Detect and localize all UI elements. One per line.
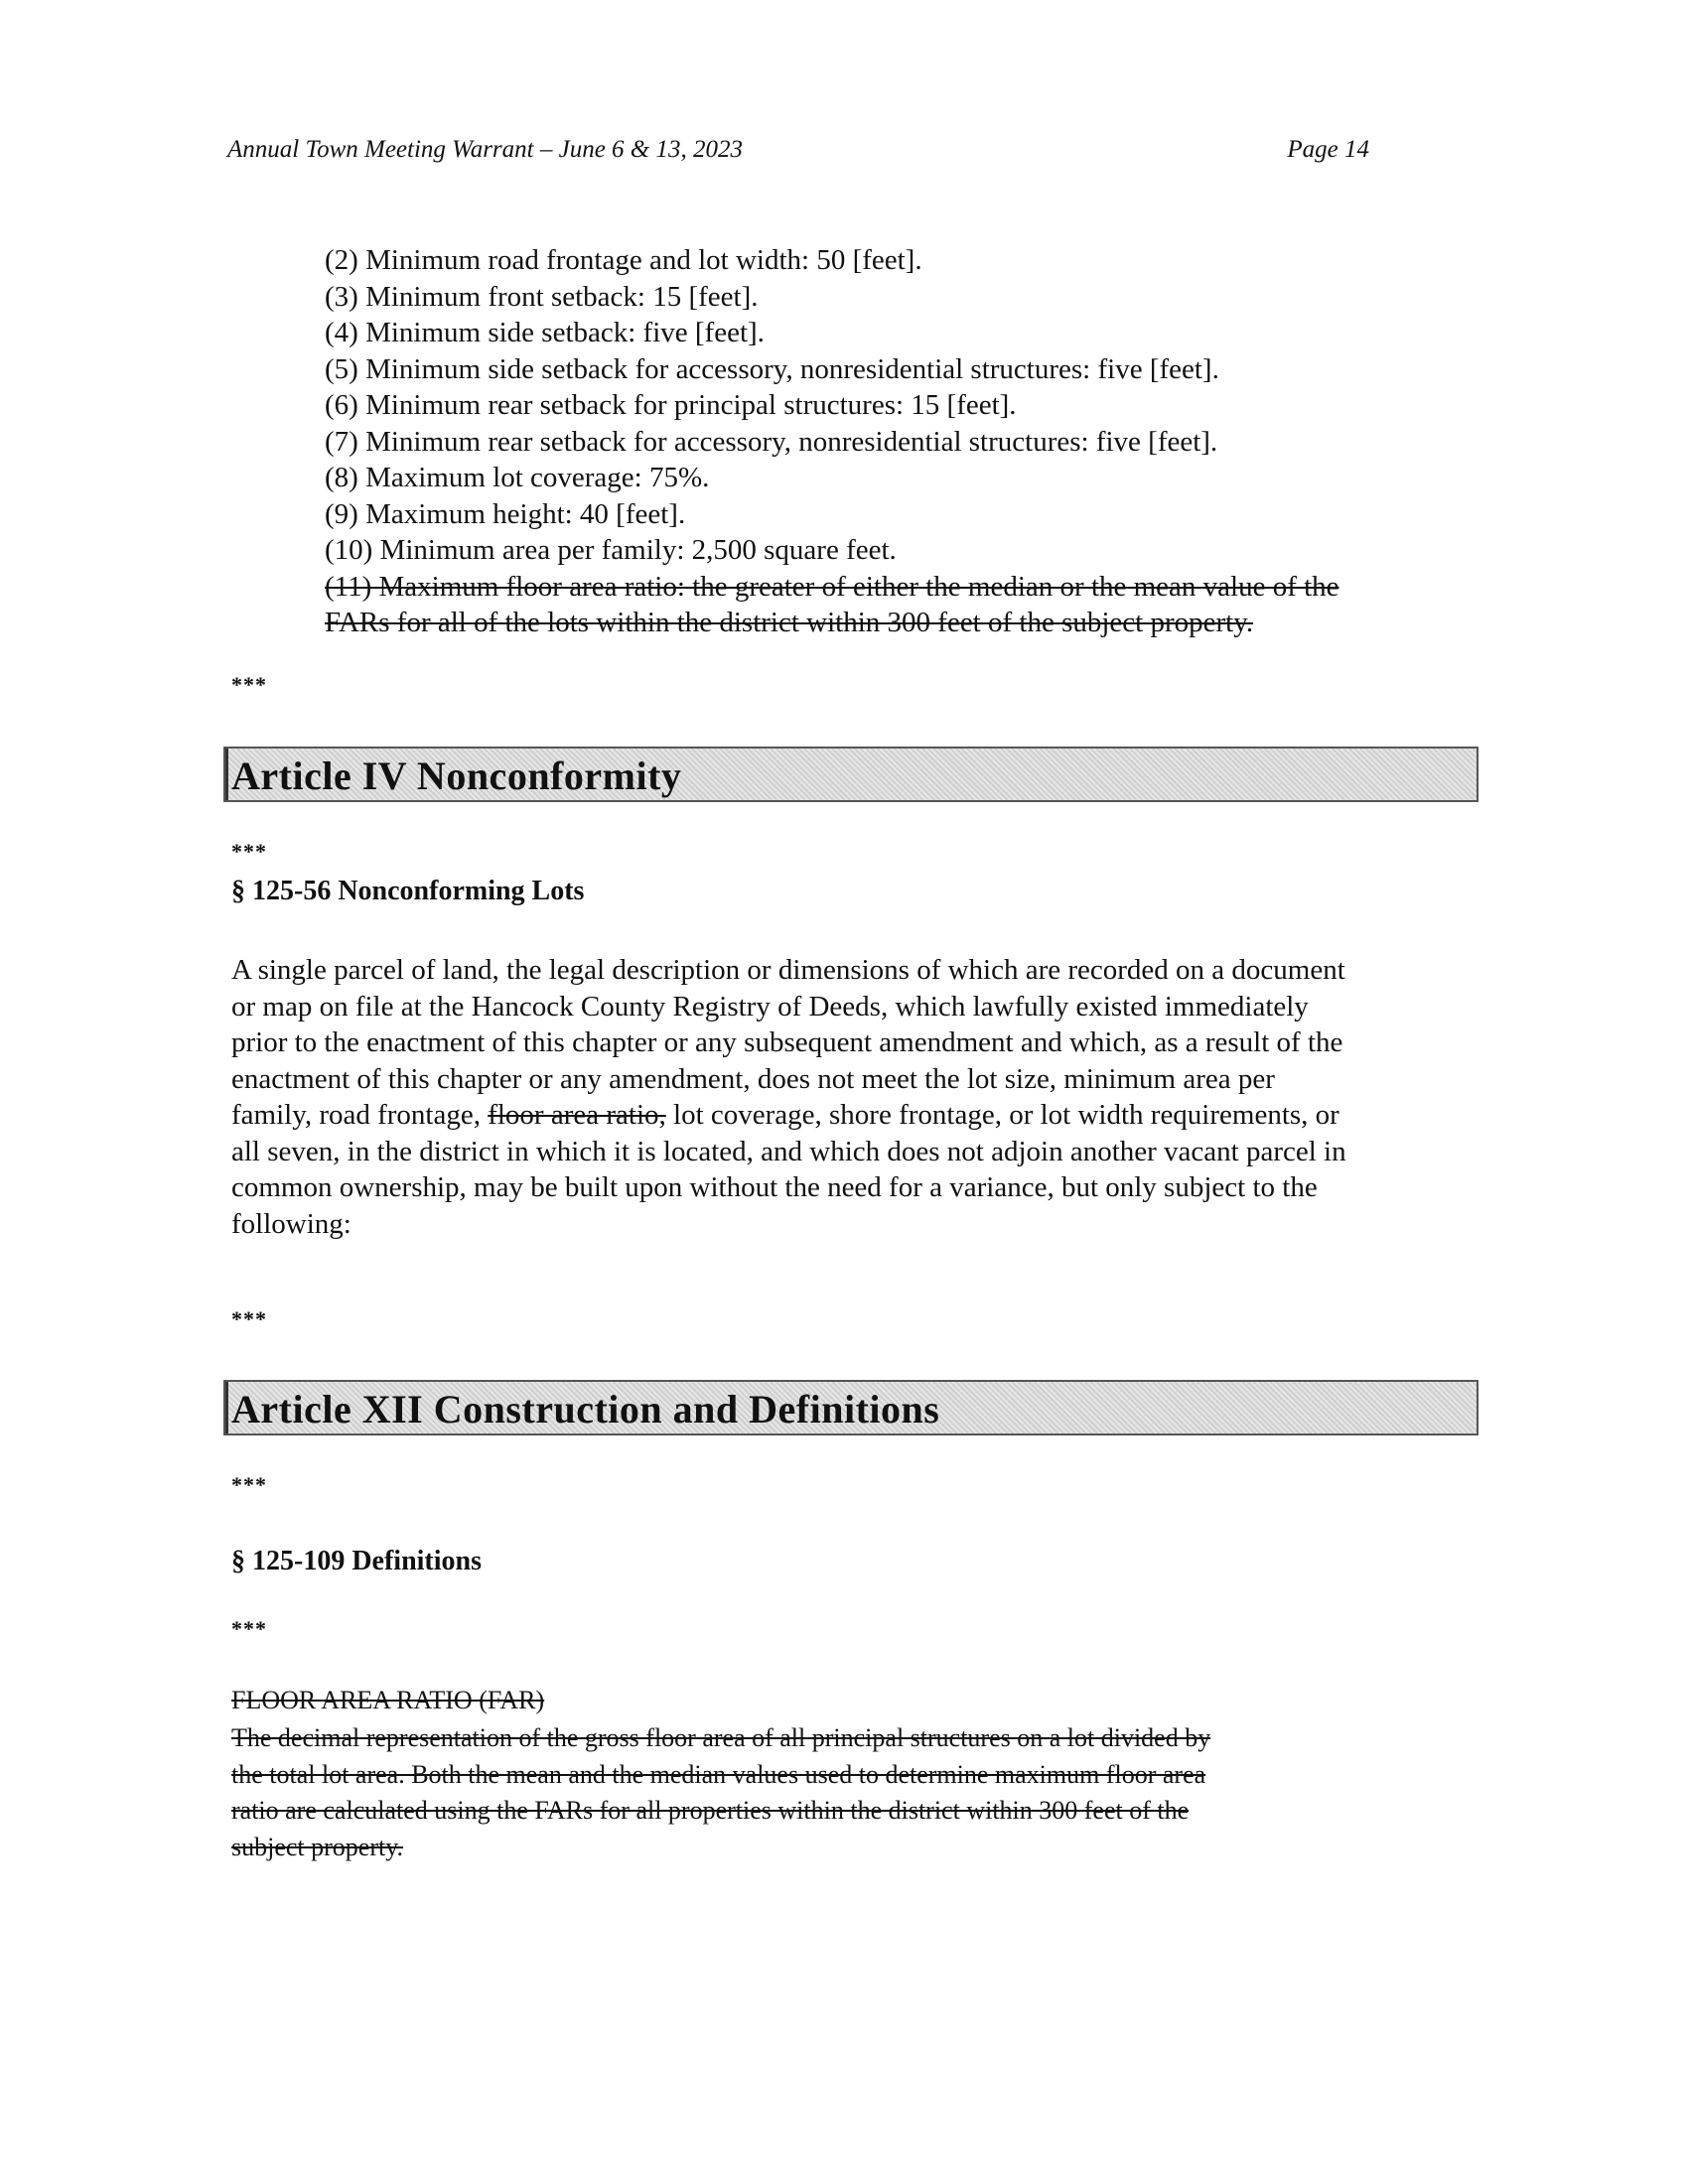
paragraph-text: lot coverage, shore frontage, or lot width requirements, or (665, 1099, 1339, 1131)
page-header (227, 136, 1369, 176)
paragraph-line (231, 1097, 1473, 1134)
definition-text (231, 1720, 1443, 1865)
struck-requirement-line: (11) Maximum floor area ratio: the greater of either the median or the mean value of the (325, 570, 1339, 603)
definition-term: FLOOR AREA RATIO (FAR) (231, 1686, 545, 1714)
article-xii-banner (223, 1380, 1478, 1435)
article-iv-title: Article IV Nonconformity (231, 753, 682, 798)
definition-line: subject property. (231, 1832, 404, 1861)
list-item: (9) Maximum height: 40 [feet]. (325, 497, 686, 530)
list-item: (2) Minimum road frontage and lot width: 50 [feet]. (325, 244, 922, 276)
list-item: (6) Minimum rear setback for principal structures: 15 [feet]. (325, 389, 1017, 421)
paragraph-text: family, road frontage, (231, 1099, 489, 1131)
list-item: (7) Minimum rear setback for accessory, nonresidential structures: five [feet]. (325, 425, 1218, 458)
paragraph-line: common ownership, may be built upon without the need for a variance, but only subject to the (231, 1171, 1318, 1203)
list-item: (3) Minimum front setback: 15 [feet]. (325, 280, 759, 313)
paragraph-line: A single parcel of land, the legal description or dimensions of which are recorded on a document (231, 954, 1345, 986)
definition-line: the total lot area. Both the mean and the median values used to determine maximum floor area (231, 1759, 1206, 1789)
paragraph-line: enactment of this chapter or any amendment, does not meet the lot size, minimum area per (231, 1062, 1275, 1095)
section-heading-125-109: § 125-109 Definitions (231, 1546, 482, 1576)
banner-edge (225, 749, 228, 800)
separator: *** (231, 1616, 267, 1641)
article-xii-title: Article XII Construction and Definitions (231, 1387, 940, 1432)
list-item: (4) Minimum side setback: five [feet]. (325, 317, 765, 348)
separator: *** (231, 1306, 267, 1331)
paragraph-line: following: (231, 1207, 352, 1240)
definition-line: The decimal representation of the gross floor area of all principal structures on a lot divided by (231, 1723, 1211, 1752)
nonconforming-lots-paragraph (231, 952, 1473, 1242)
separator: *** (231, 839, 267, 864)
separator: *** (231, 1472, 267, 1497)
article-iv-banner (223, 747, 1478, 802)
struck-text: floor area ratio, (488, 1099, 666, 1131)
banner-edge (225, 1382, 228, 1433)
list-item: (10) Minimum area per family: 2,500 square feet. (325, 534, 897, 566)
separator: *** (231, 672, 267, 697)
paragraph-line: all seven, in the district in which it is located, and which does not adjoin another vacant parcel in (231, 1135, 1346, 1167)
paragraph-line: prior to the enactment of this chapter or any subsequent amendment and which, as a result of the (231, 1026, 1343, 1058)
struck-requirement-line: FARs for all of the lots within the district within 300 feet of the subject property. (325, 607, 1254, 638)
requirements-list (325, 242, 1467, 641)
paragraph-line: or map on file at the Hancock County Registry of Deeds, which lawfully existed immediately (231, 990, 1309, 1023)
document-title: Annual Town Meeting Warrant – June 6 & 13, 2023 (227, 136, 743, 163)
list-item: (8) Maximum lot coverage: 75%. (325, 462, 710, 493)
definition-line: ratio are calculated using the FARs for all properties within the district within 300 feet of the (231, 1796, 1190, 1825)
section-heading-125-56: § 125-56 Nonconforming Lots (231, 876, 585, 906)
list-item: (5) Minimum side setback for accessory, nonresidential structures: five [feet]. (325, 352, 1219, 385)
page-number: Page 14 (1287, 136, 1369, 163)
